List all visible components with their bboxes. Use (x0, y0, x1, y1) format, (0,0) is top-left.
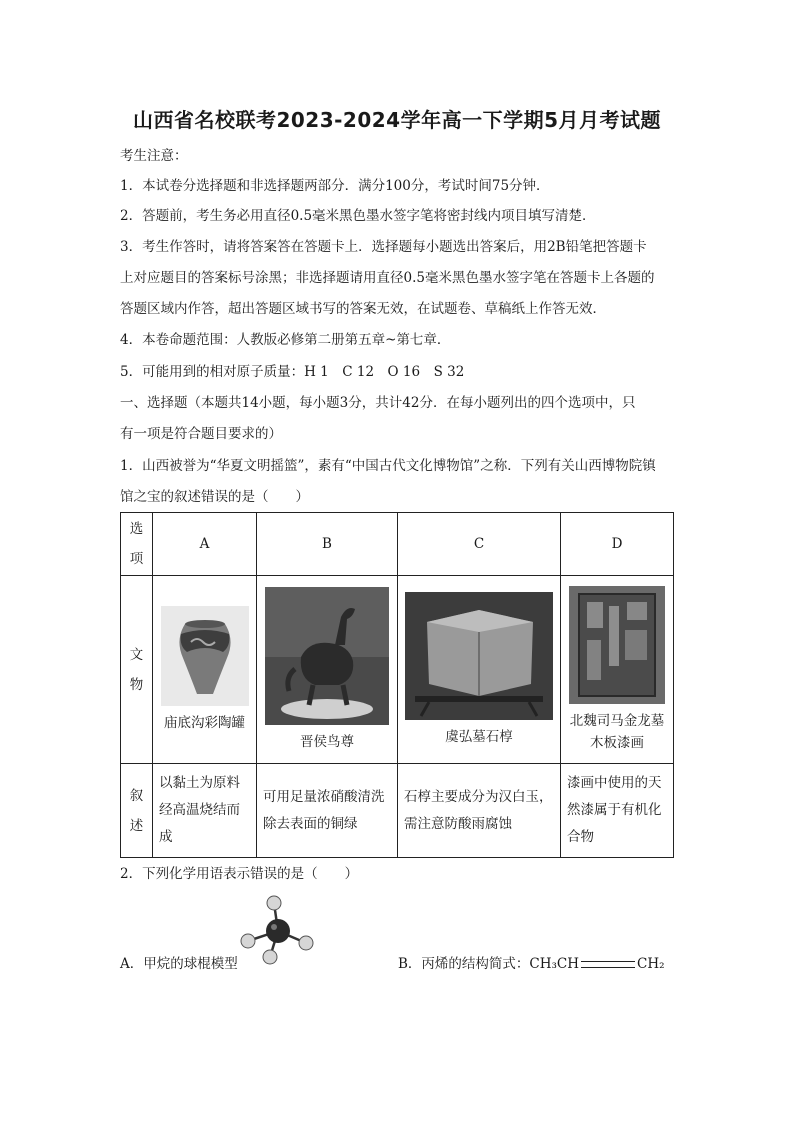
notice-item-2: 2．答题前，考生务必用直径0.5毫米黑色墨水签字笔将密封线内项目填写清楚． (120, 208, 596, 224)
caption-c: 虞弘墓石椁 (445, 728, 513, 745)
q1-options-table (120, 512, 674, 858)
page-title: 山西省名校联考2023-2024学年高一下学期5月月考试题 (132, 108, 662, 132)
description-a: 以黏土为原料 经高温烧结而 成 (153, 764, 257, 858)
notice-item-3-cont-2: 答题区域内作答，超出答题区域书写的答案无效，在试题卷、草稿纸上作答无效． (120, 301, 606, 317)
propene-formula-right: CH₂ (637, 956, 665, 972)
lacquer-screen-image (569, 586, 665, 704)
notice-item-5: 5．可能用到的相对原子质量：H 1 C 12 O 16 S 32 (120, 364, 465, 380)
painted-pottery-jar-image (161, 606, 249, 706)
artifact-b-cell (257, 576, 398, 764)
q1-stem-line2: 馆之宝的叙述错误的是（ ） (120, 489, 309, 505)
stone-coffin-image (405, 592, 553, 720)
notice-item-3: 3．考生作答时，请将答案答在答题卡上．选择题每小题选出答案后，用2B铅笔把答题卡 (120, 239, 647, 255)
bird-zun-bronze-image (265, 587, 389, 725)
notice-item-3-cont-1: 上对应题目的答案标号涂黑；非选择题请用直径0.5毫米黑色墨水签字笔在答题卡上各题的 (120, 270, 655, 286)
caption-b: 晋侯鸟尊 (300, 733, 354, 750)
q2-option-a: A．甲烷的球棍模型 (120, 956, 238, 972)
caption-a: 庙底沟彩陶罐 (164, 714, 245, 731)
propene-formula-left: CH₃CH (529, 956, 580, 972)
section-heading-line2: 有一项是符合题目要求的） (120, 426, 282, 442)
caption-d-line1: 北魏司马金龙墓 (569, 712, 665, 729)
notice-heading: 考生注意： (120, 148, 188, 164)
notice-item-4: 4．本卷命题范围：人教版必修第二册第五章~第七章． (120, 332, 451, 348)
artifact-a-cell (153, 576, 257, 764)
option-d-header: D (561, 513, 674, 576)
notice-item-1: 1．本试卷分选择题和非选择题两部分．满分100分，考试时间75分钟． (120, 178, 550, 194)
option-b-header: B (257, 513, 398, 576)
description-label-cell: 叙 述 (121, 764, 153, 858)
description-b: 可用足量浓硝酸清洗 除去表面的铜绿 (257, 764, 398, 858)
q1-stem-line1: 1．山西被誉为“华夏文明摇篮”，素有“中国古代文化博物馆”之称．下列有关山西博物院镇 (120, 458, 656, 474)
q2-stem: 2．下列化学用语表示错误的是（ ） (120, 866, 359, 882)
artifact-label-cell: 文 物 (121, 576, 153, 764)
option-c-header: C (398, 513, 561, 576)
caption-d-line2: 木板漆画 (590, 734, 644, 751)
header-label-cell: 选 项 (121, 513, 153, 576)
description-d: 漆画中使用的天 然漆属于有机化 合物 (561, 764, 674, 858)
section-heading-line1: 一、选择题（本题共14小题，每小题3分，共计42分．在每小题列出的四个选项中，只 (120, 395, 636, 411)
artifact-d-cell (561, 576, 674, 764)
q2-option-b-label: B．丙烯的结构简式： (398, 956, 530, 972)
artifact-c-cell (398, 576, 561, 764)
option-a-header: A (153, 513, 257, 576)
q2-option-b (398, 954, 678, 974)
double-bond-icon (581, 961, 635, 968)
description-c: 石椁主要成分为汉白玉， 需注意防酸雨腐蚀 (398, 764, 561, 858)
